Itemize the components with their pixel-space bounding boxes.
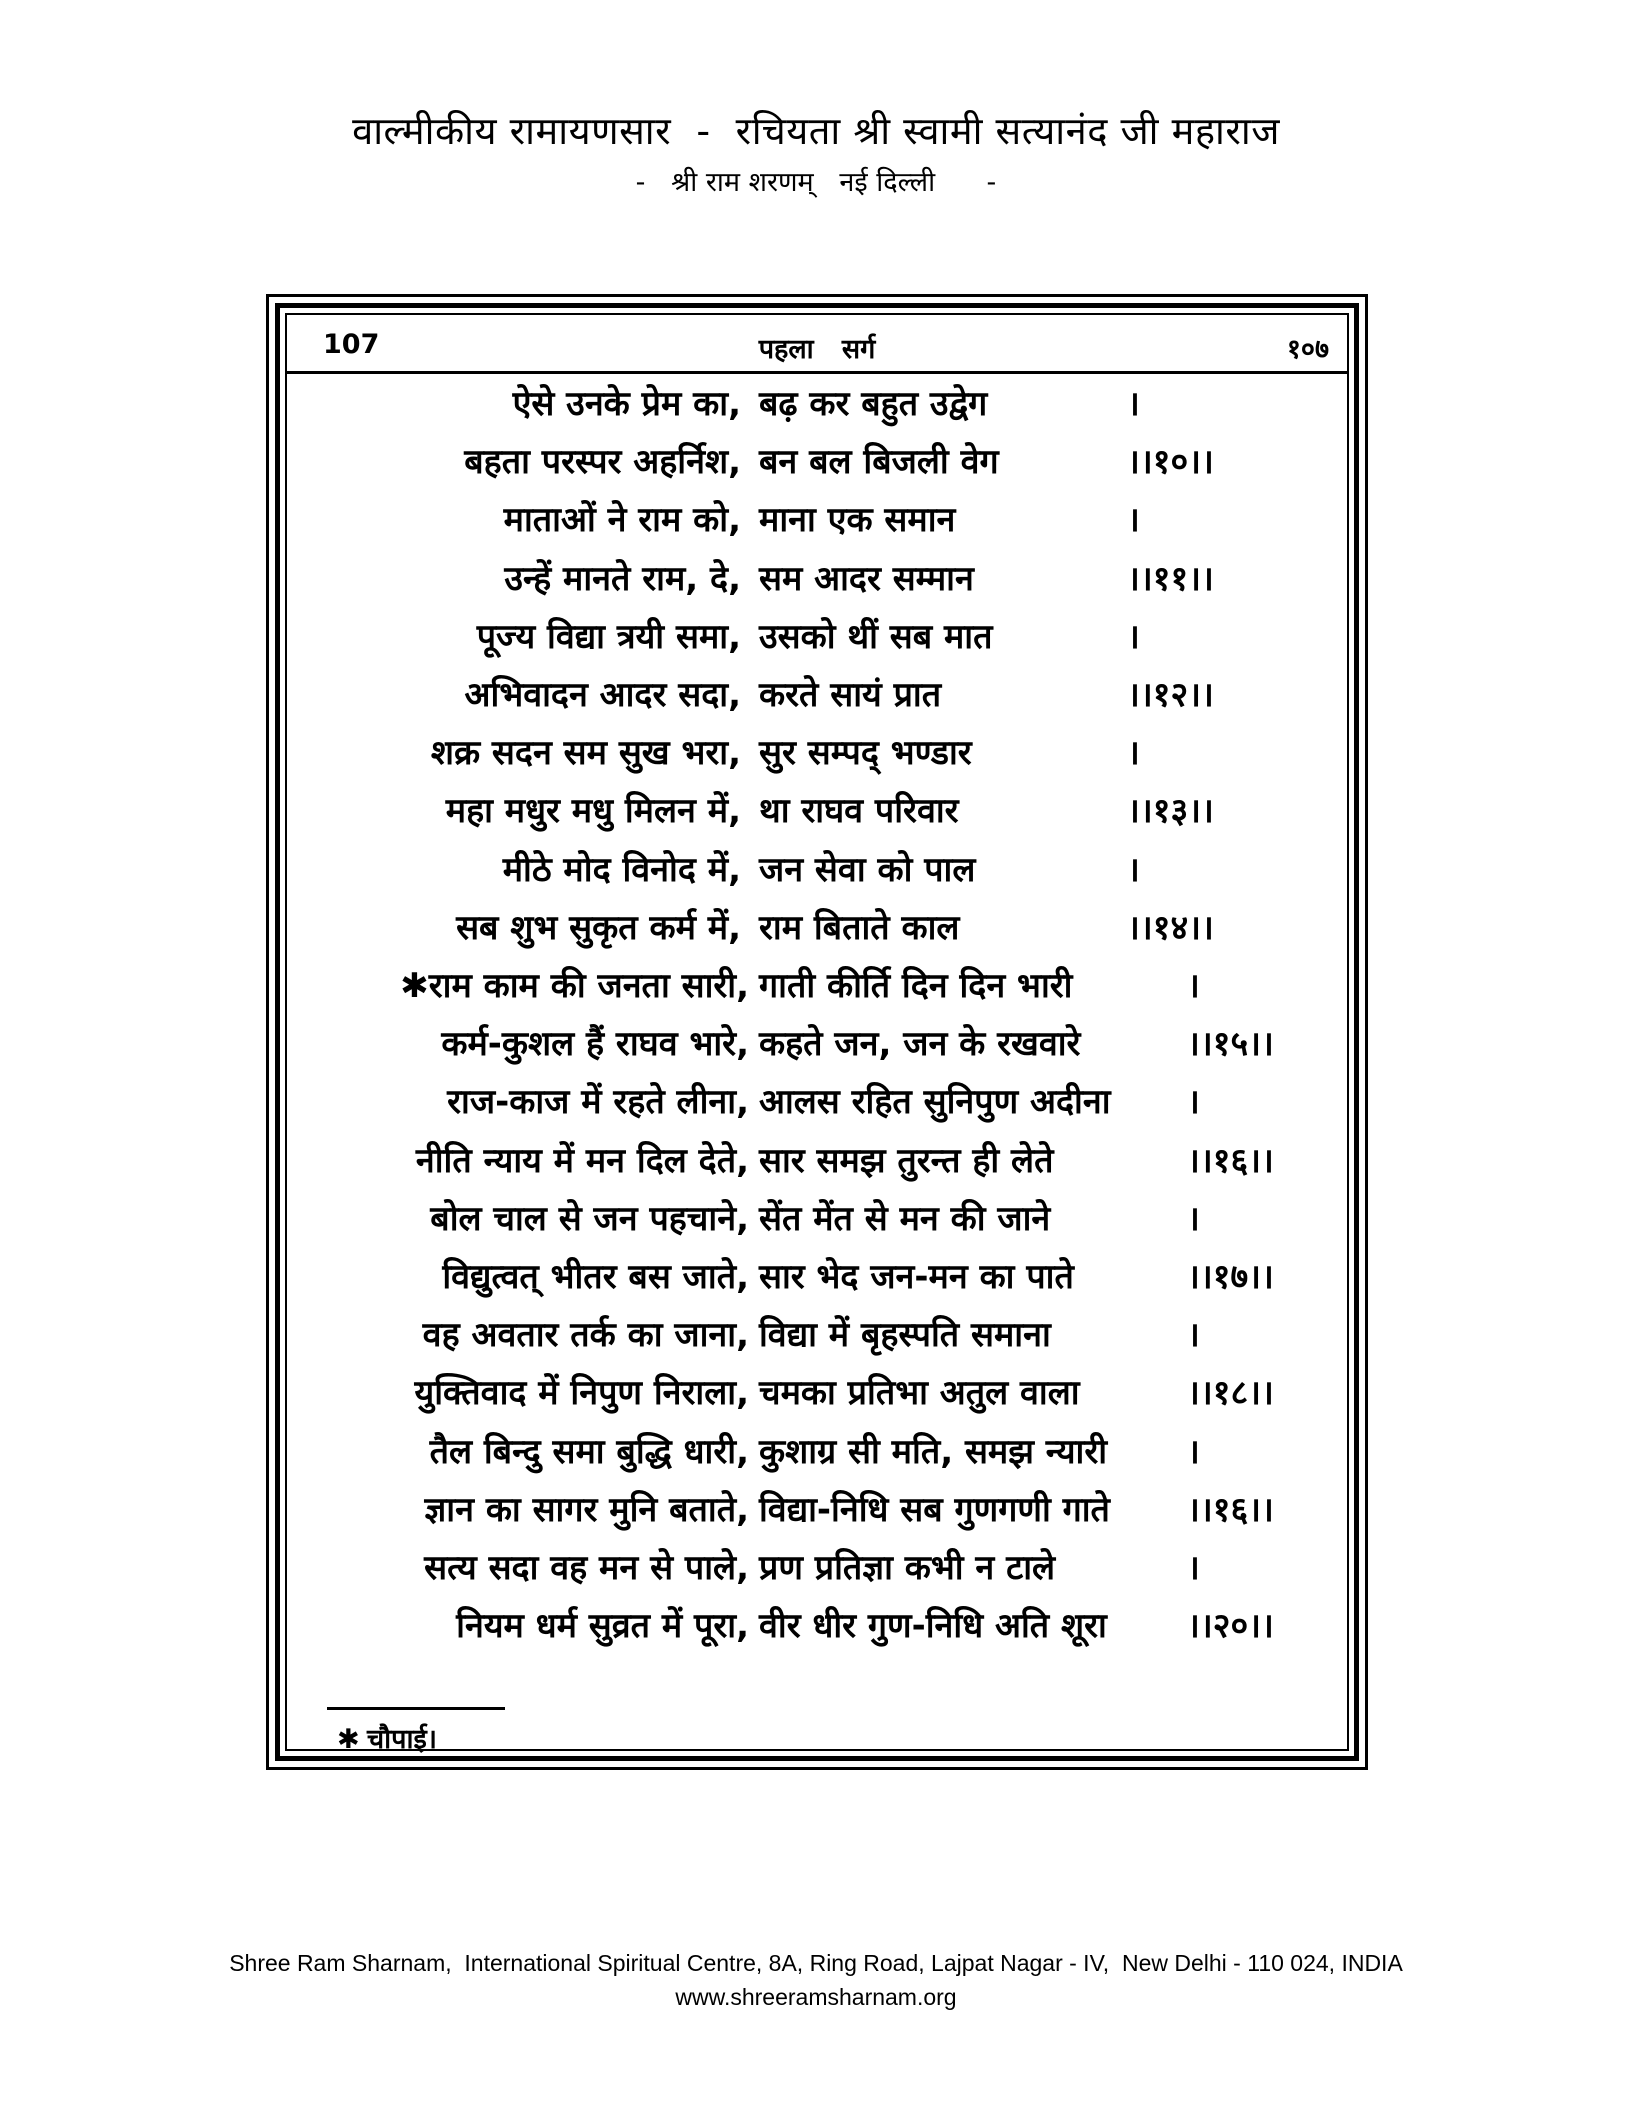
page-number-latin: 107 [323,329,380,360]
verse-line [287,495,1347,553]
verse-first-half: उन्हें मानते राम, दे, [504,558,741,599]
verse-first-half: माताओं ने राम को, [503,500,741,541]
verse-second-half: जन सेवा को पाल [759,849,976,890]
verse-first-half: महा मधुर मधु मिलन में, [445,791,741,832]
verse-danda-marker: । [1187,1082,1200,1123]
verse-danda-marker: ।।१०।। [1127,442,1214,483]
verse-second-half: सार समझ तुरन्त ही लेते [759,1140,1054,1181]
verse-first-half: सब शुभ सुकृत कर्म में, [456,907,741,948]
verse-line [287,612,1347,670]
verse-first-half: बहता परस्पर अहर्निश, [464,442,741,483]
verse-danda-marker: । [1127,500,1140,541]
verse-danda-marker: । [1187,1198,1200,1239]
verse-danda-marker: । [1127,616,1140,657]
verse-danda-marker: ।।१५।। [1187,1024,1274,1065]
verse-first-half: विद्युत्वत् भीतर बस जाते, [442,1257,749,1297]
verse-line [287,728,1347,786]
verse-first-half: नियम धर्म सुव्रत में पूरा, [456,1606,749,1647]
verse-second-half: राम बिताते काल [759,907,960,948]
page-header [287,321,1347,374]
verse-second-half: बन बल बिजली वेग [759,442,999,483]
verse-first-half: ऐसे उनके प्रेम का, [512,384,741,424]
verse-danda-marker: । [1187,1315,1200,1356]
verse-danda-marker: । [1187,1548,1200,1588]
verse-second-half: सार भेद जन-मन का पाते [759,1257,1074,1297]
verse-line [287,1485,1347,1543]
verse-second-half: विद्या-निधि सब गुणगणी गाते [759,1489,1110,1530]
verse-first-half: कर्म-कुशल हैं राघव भारे, [441,1024,749,1065]
verse-second-half: विद्या में बृहस्पति समाना [759,1315,1051,1356]
verse-line [287,1136,1347,1194]
verse-line [287,1077,1347,1135]
verse-second-half: कुशाग्र सी मति, समझ न्यारी [759,1431,1108,1472]
verse-second-half: गाती कीर्ति दिन दिन भारी [759,966,1073,1006]
verse-line [287,1427,1347,1485]
verse-danda-marker: । [1127,384,1140,424]
verse-first-half: नीति न्याय में मन दिल देते, [415,1140,749,1181]
verse-danda-marker: ।।१६।। [1187,1140,1274,1181]
chapter-title: पहला सर्ग [758,334,876,365]
page-content [285,313,1349,1755]
verse-danda-marker: । [1127,849,1140,890]
document-title: वाल्मीकीय रामायणसार - रचियता श्री स्वामी सत्यानंद जी महाराज [352,109,1280,153]
verse-line [287,786,1347,844]
verse-second-half: वीर धीर गुण-निधि अति शूरा [759,1606,1107,1647]
verse-first-half: शक्र सदन सम सुख भरा, [430,733,741,774]
verse-line [287,379,1347,437]
verse-first-half: तैल बिन्दु समा बुद्धि धारी, [429,1431,749,1472]
verse-line [287,670,1347,728]
verse-second-half: था राघव परिवार [759,791,959,832]
verse-danda-marker: ।।१६।। [1187,1489,1274,1530]
verse-danda-marker: ।।२०।। [1187,1606,1274,1647]
document-subtitle: - श्री राम शरणम् नई दिल्ली - [635,167,997,198]
verse-second-half: सेंत मेंत से मन की जाने [759,1198,1051,1239]
verse-first-half: युक्तिवाद में निपुण निराला, [414,1373,749,1414]
verse-first-half: वह अवतार तर्क का जाना, [422,1315,749,1356]
verse-danda-marker: । [1187,1431,1200,1472]
verse-second-half: कहते जन, जन के रखवारे [759,1024,1081,1065]
verse-line [287,1368,1347,1426]
verse-second-half: प्रण प्रतिज्ञा कभी न टाले [759,1548,1056,1588]
verse-second-half: सम आदर सम्मान [759,558,974,599]
verse-danda-marker: ।।१८।। [1187,1373,1274,1414]
verse-first-half: बोल चाल से जन पहचाने, [430,1198,749,1239]
verse-second-half: करते सायं प्रात [759,675,942,715]
verse-line [287,1019,1347,1077]
page-frame [266,294,1368,1770]
verse-first-half: ✱राम काम की जनता सारी, [400,966,749,1006]
verse-line [287,1194,1347,1252]
verse-line [287,1310,1347,1368]
verse-line [287,1543,1347,1601]
footer-website: www.shreeramsharnam.org [675,1984,957,2010]
footer-address: Shree Ram Sharnam, International Spiritual Centre, 8A, Ring Road, Lajpat Nagar - IV, New Delhi - 110 024, INDIA [229,1950,1403,1976]
verse-danda-marker: ।।१३।। [1127,791,1214,832]
verse-line [287,903,1347,961]
footnote-text: चौपाई। [367,1724,437,1755]
verse-first-half: अभिवादन आदर सदा, [464,675,741,715]
verse-danda-marker: ।।११।। [1127,558,1214,599]
verse-second-half: माना एक समान [759,500,956,541]
verse-danda-marker: ।।१२।। [1127,675,1214,715]
verse-danda-marker: ।।१४।। [1127,907,1214,948]
verse-first-half: मीठे मोद विनोद में, [502,849,741,890]
verse-first-half: सत्य सदा वह मन से पाले, [424,1548,749,1588]
verse-first-half: राज-काज में रहते लीना, [447,1082,749,1123]
asterisk-icon: ✱ [337,1724,360,1755]
verse-second-half: आलस रहित सुनिपुण अदीना [759,1082,1111,1123]
verse-line [287,961,1347,1019]
verse-second-half: चमका प्रतिभा अतुल वाला [759,1373,1080,1414]
footnote [337,1719,437,1756]
page-frame-inner [275,303,1359,1761]
verse-line [287,437,1347,495]
verse-second-half: बढ़ कर बहुत उद्वेग [759,384,988,424]
verse-line [287,554,1347,612]
page-number-devanagari: १०७ [1286,334,1329,365]
verse-danda-marker: । [1187,966,1200,1006]
verse-second-half: उसको थीं सब मात [759,616,993,657]
verse-second-half: सुर सम्पद् भण्डार [759,733,972,774]
verse-line [287,845,1347,903]
verse-first-half: ज्ञान का सागर मुनि बताते, [424,1489,749,1530]
verse-danda-marker: ।।१७।। [1187,1257,1274,1297]
verse-line [287,1252,1347,1310]
verse-first-half: पूज्य विद्या त्रयी समा, [476,616,741,657]
verse-danda-marker: । [1127,733,1140,774]
verse-line [287,1601,1347,1659]
footnote-rule [327,1707,505,1710]
